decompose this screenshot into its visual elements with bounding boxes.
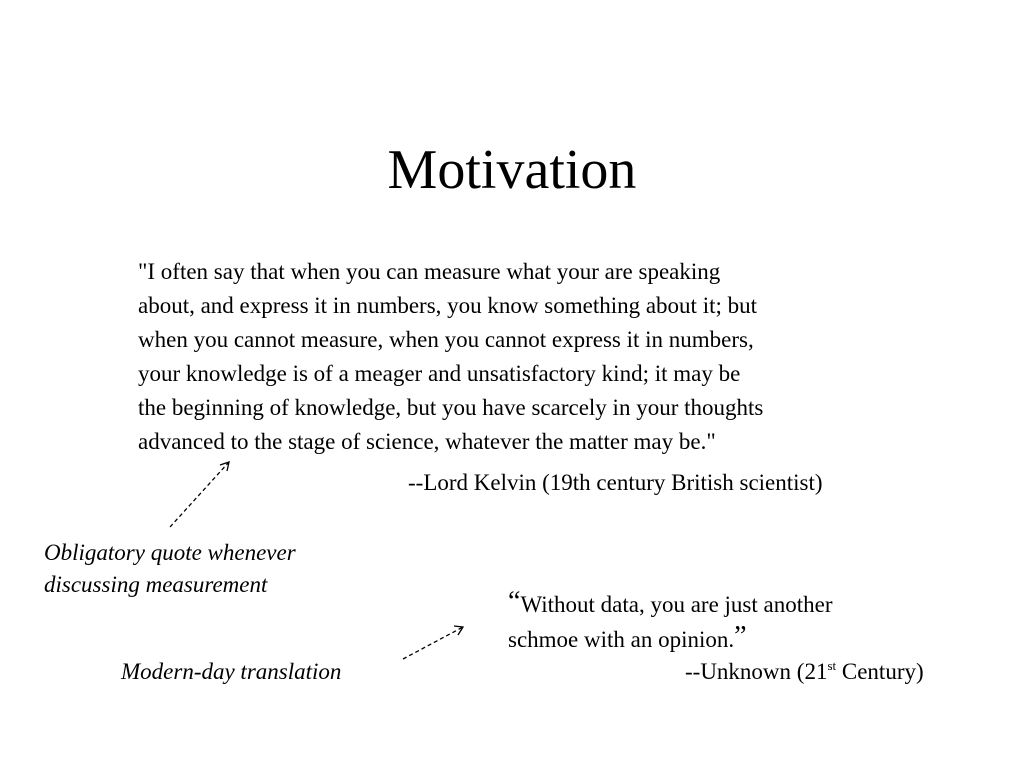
open-quote-mark: “ [508,586,521,617]
kelvin-quote-line: "I often say that when you can measure what your are speaking [138,259,721,284]
modern-quote-line-2 [508,621,832,656]
kelvin-quote-line: your knowledge is of a meager and unsatisfactory kind; it may be [138,361,741,386]
kelvin-quote [138,255,938,459]
modern-quote-attribution [685,656,924,688]
modern-quote-text-2: schmoe with an opinion. [508,627,735,652]
modern-quote [508,586,832,656]
slide-title: Motivation [387,139,637,201]
close-quote-mark: ” [734,621,747,652]
arrow-to-kelvin-quote [170,462,229,527]
kelvin-quote-line: about, and express it in numbers, you know something about it; but [138,293,758,318]
modern-translation-note: Modern-day translation [121,659,342,684]
attribution-superscript: st [827,658,837,673]
obligatory-quote-note [44,537,296,601]
kelvin-attribution: --Lord Kelvin (19th century British scientist) [408,470,823,495]
arrow-to-modern-quote [403,626,463,659]
kelvin-quote-line: when you cannot measure, when you cannot express it in numbers, [138,327,754,352]
obligatory-note-line-1: Obligatory quote whenever [44,540,296,565]
kelvin-quote-line: the beginning of knowledge, but you have scarcely in your thoughts [138,395,764,420]
obligatory-note-line-2: discussing measurement [44,572,268,597]
kelvin-quote-line: advanced to the stage of science, whatever the matter may be." [138,429,716,454]
attribution-suffix: Century) [836,659,924,684]
modern-quote-text-1: Without data, you are just another [520,592,833,617]
modern-quote-line-1 [508,586,832,621]
attribution-prefix: --Unknown (21 [685,659,828,684]
